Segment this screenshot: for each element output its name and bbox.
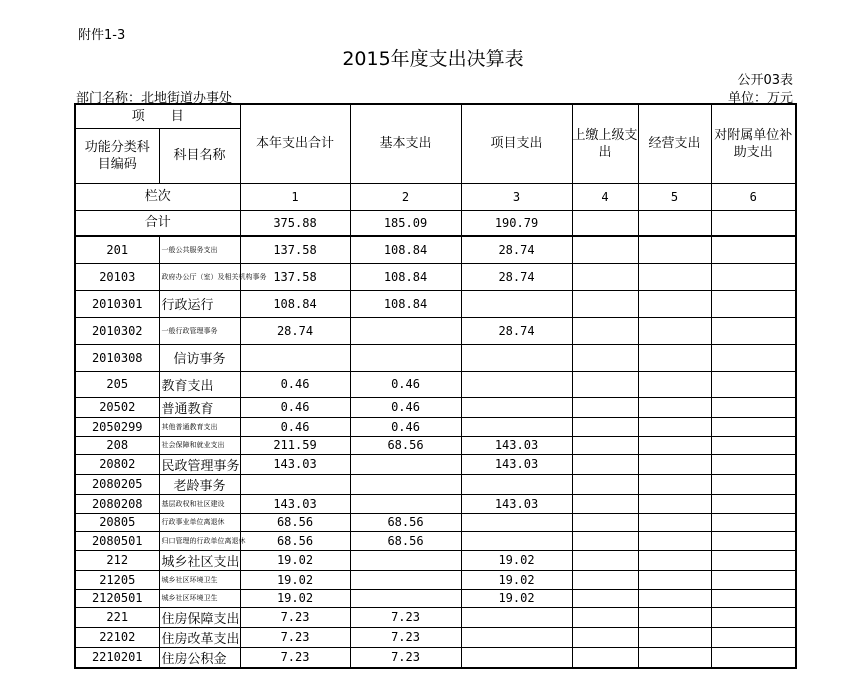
empty-cell bbox=[638, 454, 711, 474]
project-amount bbox=[461, 371, 572, 397]
basic-amount bbox=[350, 474, 461, 494]
total-amount bbox=[240, 344, 350, 371]
header-subject-name: 科目名称 bbox=[159, 128, 240, 183]
func-code: 2010308 bbox=[75, 344, 159, 371]
project-amount bbox=[461, 290, 572, 317]
header-func-code: 功能分类科目编码 bbox=[75, 128, 159, 183]
subject-name: 行政运行 bbox=[159, 290, 240, 317]
func-code: 20103 bbox=[75, 263, 159, 290]
subject-name: 住房公积金 bbox=[159, 647, 240, 668]
basic-amount bbox=[350, 589, 461, 607]
empty-cell bbox=[711, 317, 796, 344]
empty-cell bbox=[572, 494, 638, 513]
basic-amount: 68.56 bbox=[350, 531, 461, 550]
empty-cell bbox=[572, 550, 638, 570]
total-amount: 143.03 bbox=[240, 454, 350, 474]
subject-name: 城乡社区支出 bbox=[159, 550, 240, 570]
table-row bbox=[75, 531, 796, 550]
subject-name: 普通教育 bbox=[159, 397, 240, 417]
empty-cell bbox=[638, 397, 711, 417]
empty-cell bbox=[572, 474, 638, 494]
subject-name: 政府办公厅（室）及相关机构事务 bbox=[159, 263, 240, 290]
basic-amount bbox=[350, 344, 461, 371]
empty-cell bbox=[711, 589, 796, 607]
func-code: 2010301 bbox=[75, 290, 159, 317]
column-number: 6 bbox=[711, 183, 796, 210]
total-amount: 7.23 bbox=[240, 647, 350, 668]
subject-name: 住房保障支出 bbox=[159, 607, 240, 627]
project-amount bbox=[461, 417, 572, 436]
empty-cell bbox=[572, 627, 638, 647]
total-amount: 211.59 bbox=[240, 436, 350, 454]
total-amount: 28.74 bbox=[240, 317, 350, 344]
project-amount: 28.74 bbox=[461, 317, 572, 344]
header-subsidiary: 对附属单位补助支出 bbox=[711, 104, 796, 183]
total-amount: 19.02 bbox=[240, 550, 350, 570]
project-amount: 19.02 bbox=[461, 589, 572, 607]
header-upper: 上缴上级支出 bbox=[572, 104, 638, 183]
empty-cell bbox=[572, 589, 638, 607]
project-amount bbox=[461, 397, 572, 417]
table-row bbox=[75, 397, 796, 417]
empty-cell bbox=[711, 371, 796, 397]
empty-cell bbox=[638, 210, 711, 236]
empty-cell bbox=[572, 290, 638, 317]
basic-amount: 7.23 bbox=[350, 627, 461, 647]
basic-amount: 0.46 bbox=[350, 371, 461, 397]
basic-amount bbox=[350, 570, 461, 589]
basic-amount: 68.56 bbox=[350, 436, 461, 454]
table-row bbox=[75, 371, 796, 397]
empty-cell bbox=[711, 417, 796, 436]
func-code: 2010302 bbox=[75, 317, 159, 344]
empty-cell bbox=[711, 236, 796, 263]
func-code: 212 bbox=[75, 550, 159, 570]
total-amount bbox=[240, 474, 350, 494]
subject-name: 基层政权和社区建设 bbox=[159, 494, 240, 513]
table-row bbox=[75, 290, 796, 317]
func-code: 20502 bbox=[75, 397, 159, 417]
empty-cell bbox=[638, 531, 711, 550]
project-amount: 28.74 bbox=[461, 263, 572, 290]
basic-amount bbox=[350, 494, 461, 513]
column-number: 3 bbox=[461, 183, 572, 210]
table-row bbox=[75, 344, 796, 371]
empty-cell bbox=[638, 317, 711, 344]
func-code: 20805 bbox=[75, 513, 159, 531]
empty-cell bbox=[638, 436, 711, 454]
table-row bbox=[75, 627, 796, 647]
empty-cell bbox=[638, 513, 711, 531]
total-amount: 108.84 bbox=[240, 290, 350, 317]
column-number-label: 栏次 bbox=[75, 183, 240, 210]
table-row bbox=[75, 263, 796, 290]
basic-amount: 108.84 bbox=[350, 263, 461, 290]
empty-cell bbox=[638, 263, 711, 290]
total-amount: 68.56 bbox=[240, 513, 350, 531]
total-amount: 375.88 bbox=[240, 210, 350, 236]
empty-cell bbox=[638, 627, 711, 647]
func-code: 2120501 bbox=[75, 589, 159, 607]
empty-cell bbox=[572, 317, 638, 344]
subject-name: 社会保障和就业支出 bbox=[159, 436, 240, 454]
table-row bbox=[75, 454, 796, 474]
empty-cell bbox=[572, 371, 638, 397]
func-code: 22102 bbox=[75, 627, 159, 647]
project-amount: 143.03 bbox=[461, 454, 572, 474]
subject-name: 信访事务 bbox=[159, 344, 240, 371]
basic-amount bbox=[350, 454, 461, 474]
basic-amount: 7.23 bbox=[350, 607, 461, 627]
empty-cell bbox=[638, 290, 711, 317]
table-row bbox=[75, 570, 796, 589]
basic-amount: 108.84 bbox=[350, 290, 461, 317]
subject-name: 一般行政管理事务 bbox=[159, 317, 240, 344]
expenditure-table bbox=[74, 103, 797, 669]
func-code: 2080501 bbox=[75, 531, 159, 550]
func-code: 2080205 bbox=[75, 474, 159, 494]
table-row bbox=[75, 436, 796, 454]
report-title: 2015年度支出决算表 bbox=[342, 48, 524, 70]
table-row bbox=[75, 647, 796, 668]
basic-amount: 108.84 bbox=[350, 236, 461, 263]
project-amount: 19.02 bbox=[461, 550, 572, 570]
empty-cell bbox=[711, 436, 796, 454]
project-amount bbox=[461, 531, 572, 550]
table-row bbox=[75, 607, 796, 627]
basic-amount: 0.46 bbox=[350, 417, 461, 436]
total-amount: 68.56 bbox=[240, 531, 350, 550]
subject-name: 民政管理事务 bbox=[159, 454, 240, 474]
table-row bbox=[75, 317, 796, 344]
empty-cell bbox=[711, 627, 796, 647]
empty-cell bbox=[711, 647, 796, 668]
empty-cell bbox=[711, 290, 796, 317]
empty-cell bbox=[638, 474, 711, 494]
empty-cell bbox=[572, 531, 638, 550]
empty-cell bbox=[638, 236, 711, 263]
empty-cell bbox=[638, 417, 711, 436]
empty-cell bbox=[638, 550, 711, 570]
project-amount bbox=[461, 474, 572, 494]
basic-amount: 68.56 bbox=[350, 513, 461, 531]
empty-cell bbox=[711, 474, 796, 494]
empty-cell bbox=[572, 513, 638, 531]
total-amount: 0.46 bbox=[240, 397, 350, 417]
column-number: 1 bbox=[240, 183, 350, 210]
func-code: 208 bbox=[75, 436, 159, 454]
project-amount bbox=[461, 627, 572, 647]
attachment-label: 附件1-3 bbox=[78, 28, 126, 43]
basic-amount bbox=[350, 317, 461, 344]
empty-cell bbox=[711, 494, 796, 513]
empty-cell bbox=[572, 344, 638, 371]
total-amount: 0.46 bbox=[240, 417, 350, 436]
func-code: 2080208 bbox=[75, 494, 159, 513]
project-amount: 143.03 bbox=[461, 494, 572, 513]
header-total: 本年支出合计 bbox=[240, 104, 350, 183]
basic-amount bbox=[350, 550, 461, 570]
func-code: 201 bbox=[75, 236, 159, 263]
func-code: 2050299 bbox=[75, 417, 159, 436]
total-row-label: 合计 bbox=[75, 210, 240, 236]
header-item: 项 目 bbox=[75, 104, 240, 128]
column-number: 2 bbox=[350, 183, 461, 210]
subject-name: 城乡社区环境卫生 bbox=[159, 589, 240, 607]
empty-cell bbox=[572, 647, 638, 668]
subject-name: 住房改革支出 bbox=[159, 627, 240, 647]
project-amount bbox=[461, 344, 572, 371]
table-row bbox=[75, 494, 796, 513]
basic-amount: 0.46 bbox=[350, 397, 461, 417]
subject-name: 其他普通教育支出 bbox=[159, 417, 240, 436]
table-row bbox=[75, 236, 796, 263]
empty-cell bbox=[572, 607, 638, 627]
project-amount bbox=[461, 513, 572, 531]
subject-name: 行政事业单位离退休 bbox=[159, 513, 240, 531]
unit-label: 单位：万元 bbox=[727, 91, 793, 106]
empty-cell bbox=[711, 531, 796, 550]
empty-cell bbox=[711, 607, 796, 627]
total-basic: 185.09 bbox=[350, 210, 461, 236]
empty-cell bbox=[711, 454, 796, 474]
table-row bbox=[75, 513, 796, 531]
empty-cell bbox=[638, 494, 711, 513]
total-amount: 137.58 bbox=[240, 236, 350, 263]
empty-cell bbox=[638, 647, 711, 668]
total-project: 190.79 bbox=[461, 210, 572, 236]
empty-cell bbox=[711, 570, 796, 589]
empty-cell bbox=[711, 263, 796, 290]
table-row bbox=[75, 417, 796, 436]
empty-cell bbox=[711, 397, 796, 417]
empty-cell bbox=[711, 344, 796, 371]
subject-name: 一般公共服务支出 bbox=[159, 236, 240, 263]
total-amount: 7.23 bbox=[240, 607, 350, 627]
department-name: 部门名称：北地街道办事处 bbox=[76, 91, 233, 106]
empty-cell bbox=[638, 607, 711, 627]
column-number: 5 bbox=[638, 183, 711, 210]
empty-cell bbox=[711, 210, 796, 236]
total-amount: 19.02 bbox=[240, 589, 350, 607]
empty-cell bbox=[638, 570, 711, 589]
project-amount: 143.03 bbox=[461, 436, 572, 454]
total-amount: 137.58 bbox=[240, 263, 350, 290]
empty-cell bbox=[572, 263, 638, 290]
total-amount: 0.46 bbox=[240, 371, 350, 397]
header-project: 项目支出 bbox=[461, 104, 572, 183]
empty-cell bbox=[638, 344, 711, 371]
table-row bbox=[75, 474, 796, 494]
func-code: 205 bbox=[75, 371, 159, 397]
empty-cell bbox=[711, 513, 796, 531]
table-row bbox=[75, 550, 796, 570]
func-code: 2210201 bbox=[75, 647, 159, 668]
empty-cell bbox=[572, 417, 638, 436]
empty-cell bbox=[572, 236, 638, 263]
column-number: 4 bbox=[572, 183, 638, 210]
project-amount bbox=[461, 607, 572, 627]
subject-name: 老龄事务 bbox=[159, 474, 240, 494]
header-operation: 经营支出 bbox=[638, 104, 711, 183]
subject-name: 归口管理的行政单位离退休 bbox=[159, 531, 240, 550]
basic-amount: 7.23 bbox=[350, 647, 461, 668]
header-basic: 基本支出 bbox=[350, 104, 461, 183]
empty-cell bbox=[638, 589, 711, 607]
empty-cell bbox=[572, 570, 638, 589]
total-amount: 7.23 bbox=[240, 627, 350, 647]
func-code: 20802 bbox=[75, 454, 159, 474]
empty-cell bbox=[572, 454, 638, 474]
total-amount: 143.03 bbox=[240, 494, 350, 513]
form-number: 公开03表 bbox=[737, 73, 793, 88]
project-amount bbox=[461, 647, 572, 668]
empty-cell bbox=[711, 550, 796, 570]
empty-cell bbox=[572, 436, 638, 454]
subject-name: 教育支出 bbox=[159, 371, 240, 397]
empty-cell bbox=[572, 210, 638, 236]
subject-name: 城乡社区环境卫生 bbox=[159, 570, 240, 589]
project-amount: 28.74 bbox=[461, 236, 572, 263]
empty-cell bbox=[638, 371, 711, 397]
table-row bbox=[75, 589, 796, 607]
func-code: 21205 bbox=[75, 570, 159, 589]
empty-cell bbox=[572, 397, 638, 417]
project-amount: 19.02 bbox=[461, 570, 572, 589]
func-code: 221 bbox=[75, 607, 159, 627]
total-amount: 19.02 bbox=[240, 570, 350, 589]
